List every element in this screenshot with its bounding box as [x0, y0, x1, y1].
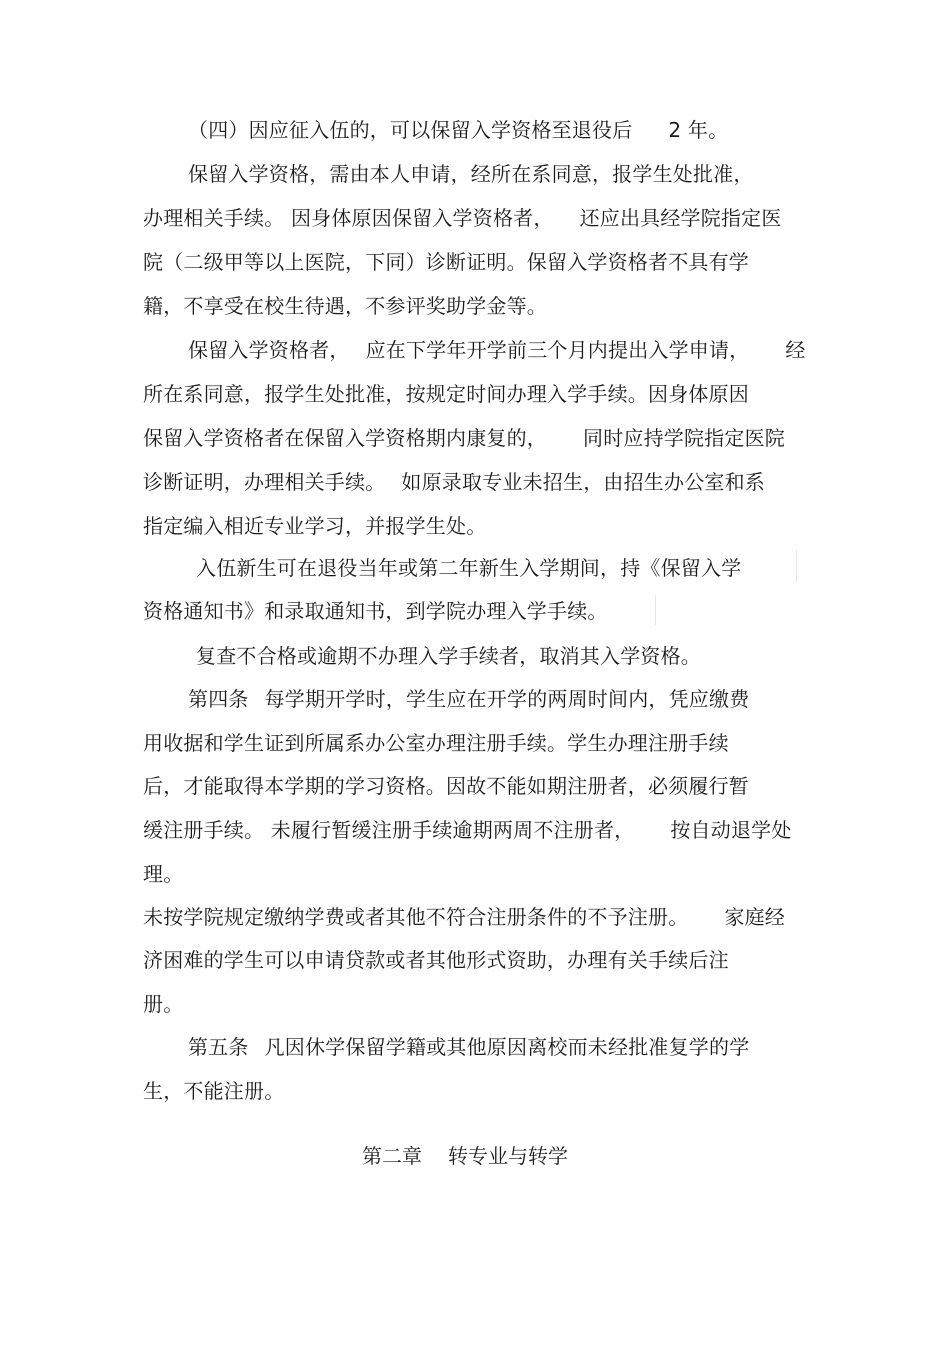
text-line [143, 292, 547, 320]
text-segment: 入伍新生可在退役当年或第二年新生入学期间，持《保留入学 [196, 556, 742, 580]
text-line [143, 512, 486, 540]
text-segment: 家庭经 [724, 905, 786, 929]
text-line [143, 248, 749, 276]
text-segment: 保留入学资格，需由本人申请，经所在系同意，报学生处批准， [188, 162, 754, 186]
text-segment: 第四条 [188, 687, 249, 711]
text-line [143, 729, 729, 757]
text-line [188, 1033, 749, 1061]
text-line [196, 554, 741, 582]
text-line [143, 903, 785, 931]
text-segment: 院（二级甲等以上医院，下同）诊断证明。保留入学资格者不具有学 [143, 250, 749, 274]
chapter-number: 第二章 [362, 1144, 422, 1168]
text-segment: 生，不能注册。 [143, 1079, 285, 1103]
text-segment: 第五条 [188, 1035, 249, 1059]
text-line [143, 772, 749, 800]
text-segment: 资格通知书》和录取通知书，到学院办理入学手续。 [143, 599, 608, 623]
text-line [143, 860, 183, 888]
text-line [143, 380, 749, 408]
text-segment: 诊断证明，办理相关手续。 [143, 470, 386, 494]
text-segment: 同时应持学院指定医院 [583, 426, 785, 450]
text-segment: 应在下学年开学前三个月内提出入学申请， [365, 338, 750, 362]
text-line [143, 816, 792, 844]
text-segment: 经 [785, 338, 806, 362]
text-segment: 如原录取专业未招生，由招生办公室和系 [401, 470, 766, 494]
text-segment: 还应出具经学院指定医 [579, 206, 782, 230]
text-line [143, 204, 782, 232]
text-segment: 保留入学资格者在保留入学资格期内康复的， [143, 426, 547, 450]
text-segment: 每学期开学时，学生应在开学的两周时间内，凭应缴费 [264, 687, 750, 711]
text-segment: 济困难的学生可以申请贷款或者其他形式资助，办理有关手续后注 [143, 948, 729, 972]
text-line [143, 424, 785, 452]
text-segment: 理。 [143, 862, 184, 886]
text-segment: （四）因应征入伍的，可以保留入学资格至退役后 [188, 118, 633, 142]
text-line [143, 468, 765, 496]
chapter-title: 转专业与转学 [448, 1144, 568, 1168]
chapter-heading [362, 1142, 568, 1170]
text-segment: 用收据和学生证到所属系办公室办理注册手续。学生办理注册手续 [143, 731, 729, 755]
text-segment: 凡因休学保留学籍或其他原因离校而未经批准复学的学 [264, 1035, 750, 1059]
text-segment: 指定编入相近专业学习，并报学生处。 [143, 514, 487, 538]
text-line [143, 597, 608, 625]
text-segment: 保留入学资格者， [188, 338, 350, 362]
text-line [188, 160, 754, 188]
scan-artifact-line [796, 550, 797, 582]
text-line [143, 946, 729, 974]
scan-artifact-line [655, 595, 656, 625]
text-segment: 缓注册手续。 未履行暂缓注册手续逾期两周不注册者， [143, 818, 635, 842]
text-segment: 2 年。 [668, 118, 729, 142]
text-segment: 册。 [143, 992, 184, 1016]
text-line [143, 1077, 284, 1105]
text-line [188, 336, 806, 364]
text-line [143, 990, 183, 1018]
text-line [188, 116, 728, 144]
text-segment: 按自动退学处 [670, 818, 792, 842]
text-segment: 未按学院规定缴纳学费或者其他不符合注册条件的不予注册。 [143, 905, 689, 929]
text-segment: 所在系同意，报学生处批准，按规定时间办理入学手续。因身体原因 [143, 382, 749, 406]
text-line [188, 685, 749, 713]
text-segment: 籍，不享受在校生待遇，不参评奖助学金等。 [143, 294, 547, 318]
text-segment: 复查不合格或逾期不办理入学手续者，取消其入学资格。 [196, 644, 701, 668]
text-line [196, 642, 701, 670]
text-segment: 办理相关手续。 因身体原因保留入学资格者， [143, 206, 554, 230]
text-segment: 后，才能取得本学期的学习资格。因故不能如期注册者，必须履行暂 [143, 774, 749, 798]
